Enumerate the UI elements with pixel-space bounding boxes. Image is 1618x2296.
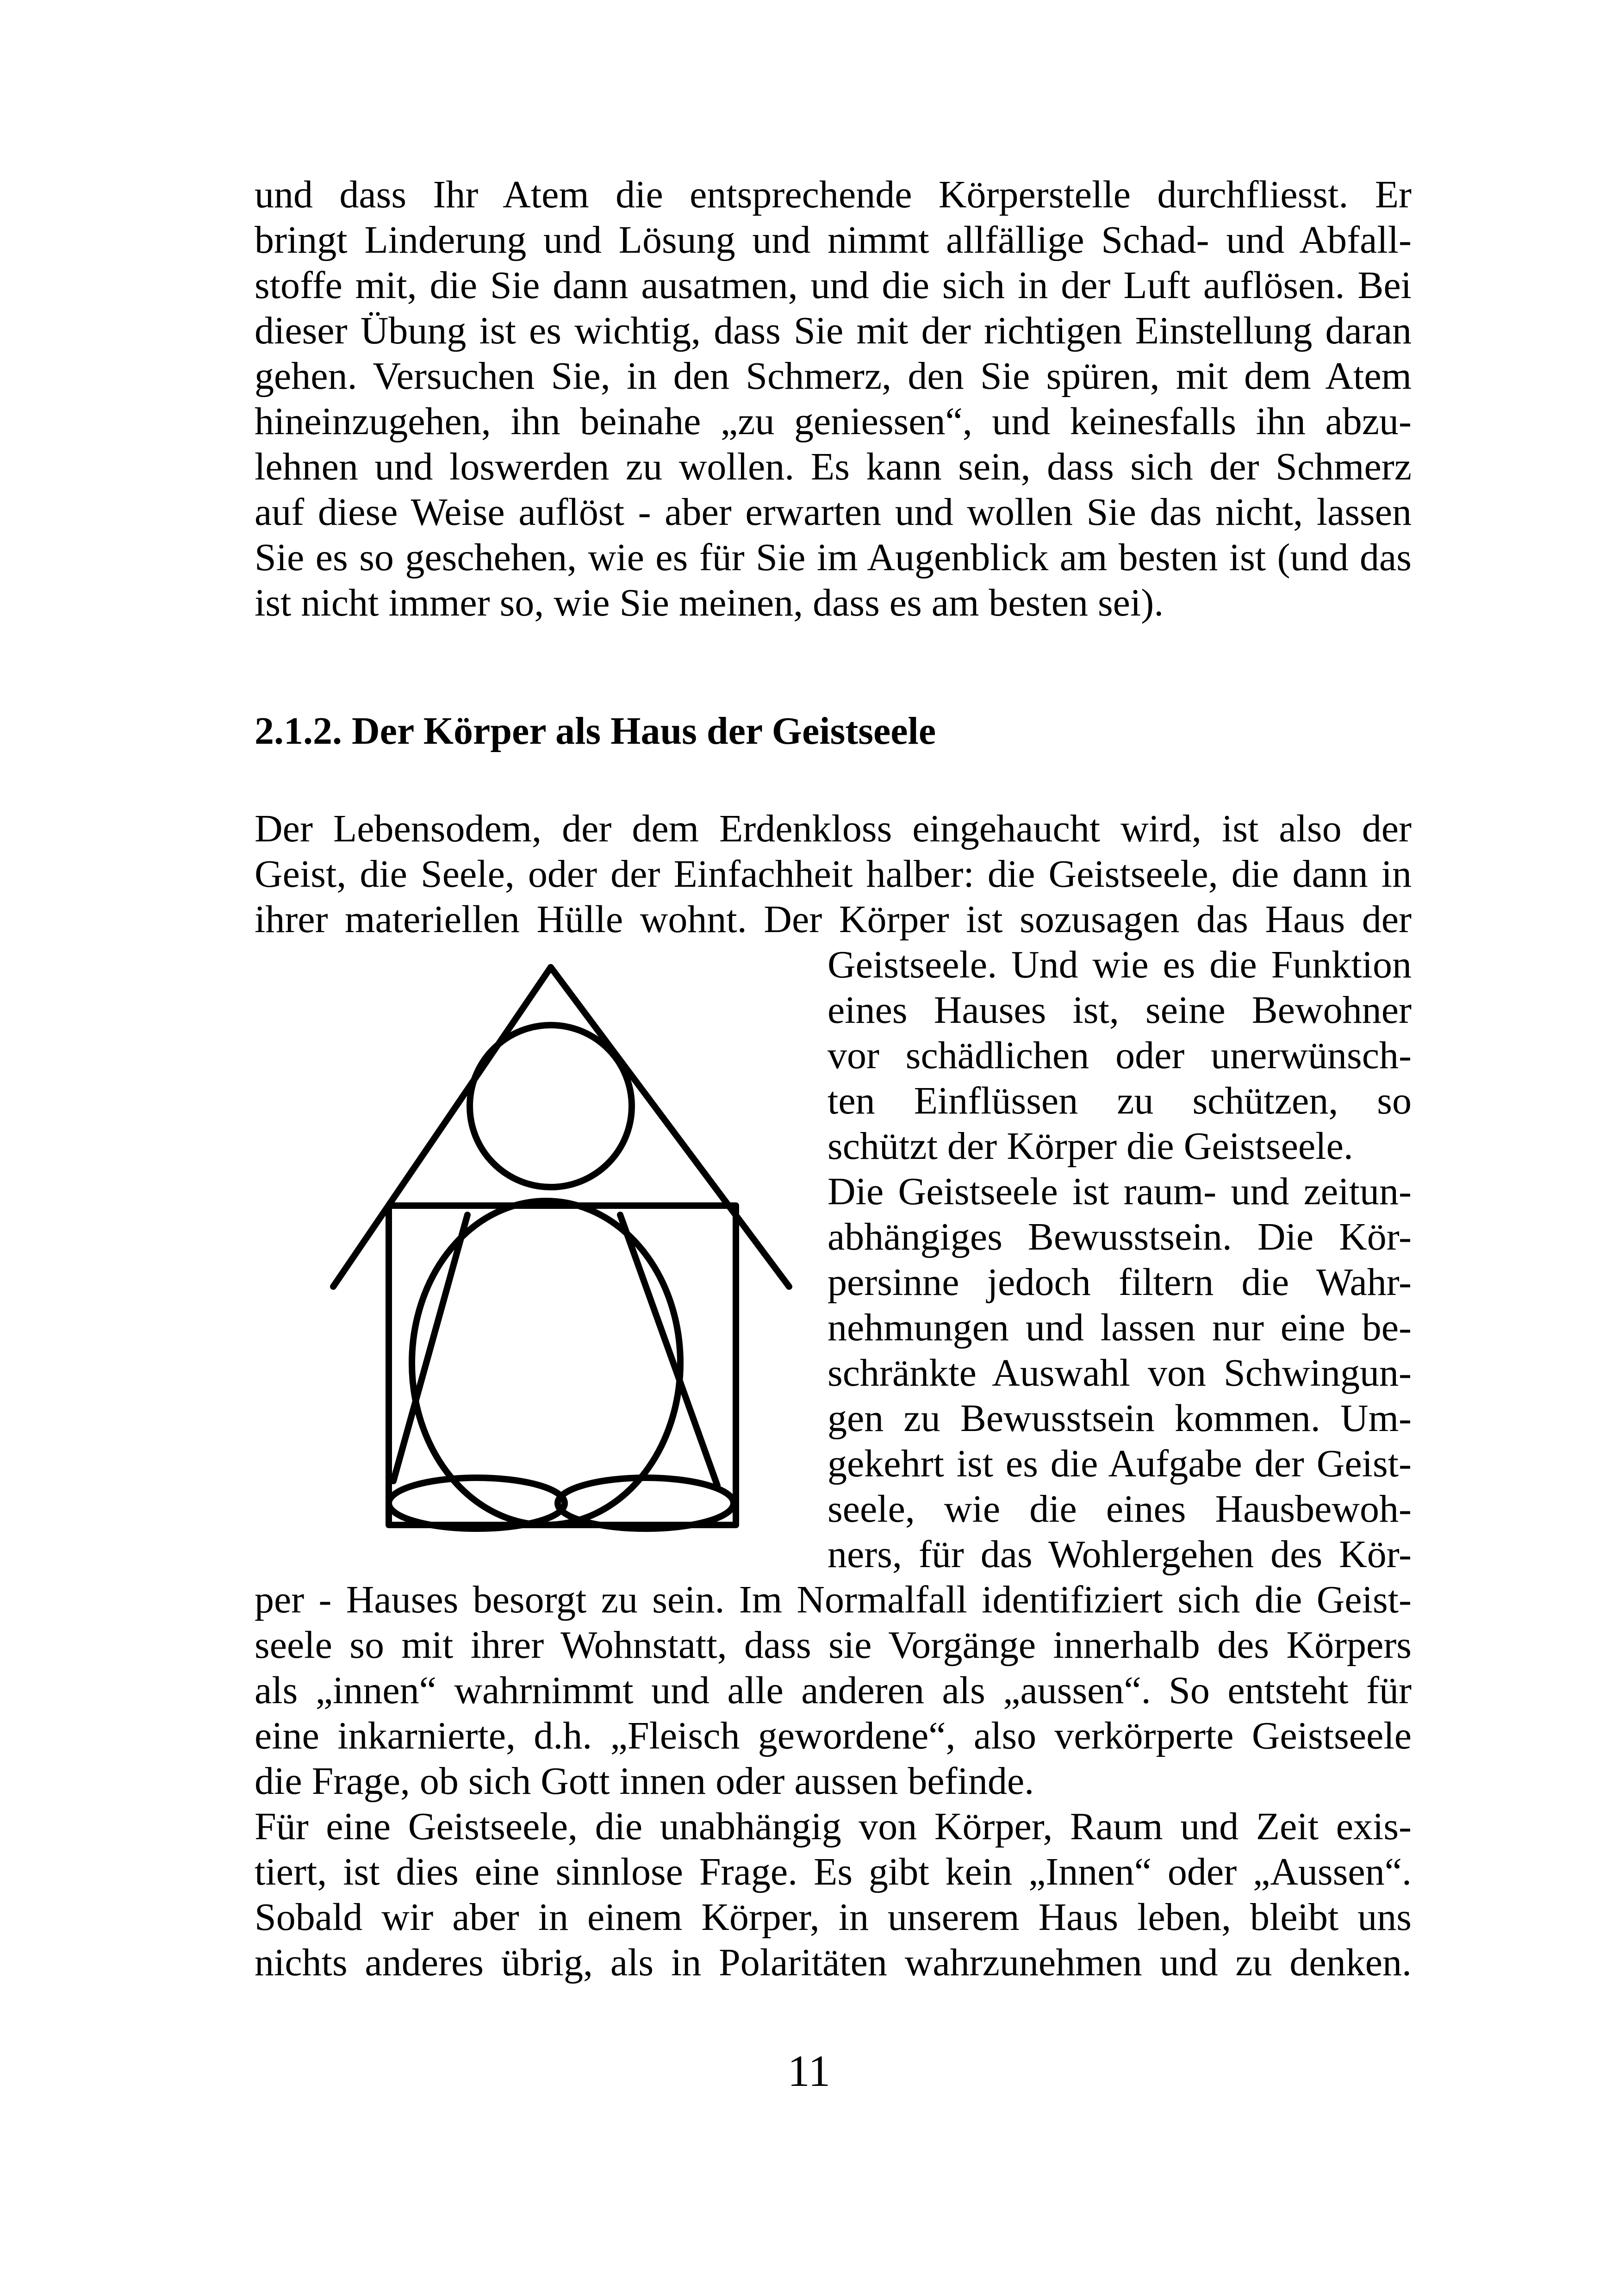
text-line: und dass Ihr Atem die entsprechende Körperstelle durchfliesst. Er [255,173,1412,216]
text-line: dieser Übung ist es wichtig, dass Sie mit der richtigen Einstellung daran [255,309,1412,352]
text-line: eines Hauses ist, seine Bewohner [828,989,1412,1032]
text-line: nichts anderes übrig, als in Polaritäten wahrzunehmen und zu denken. [255,1941,1412,1984]
text-line: Sobald wir aber in einem Körper, in unserem Haus leben, bleibt uns [255,1896,1412,1939]
text-line: seele, wie die eines Hausbewoh- [828,1487,1412,1531]
text-line: als „innen“ wahrnimmt und alle anderen als „aussen“. So entsteht für [255,1669,1412,1712]
text-line: tiert, ist dies eine sinnlose Frage. Es gibt kein „Innen“ oder „Aussen“. [255,1850,1412,1893]
text-line: Für eine Geistseele, die unabhängig von Körper, Raum und Zeit exis- [255,1805,1412,1848]
paragraph-lebensodem [255,806,1412,942]
text-line: ners, für das Wohlergehen des Kör- [828,1533,1412,1576]
text-line: seele so mit ihrer Wohnstatt, dass sie Vorgänge innerhalb des Körpers [255,1624,1412,1667]
text-line: Die Geistseele ist raum- und zeitun- [828,1170,1412,1213]
text-line: eine inkarnierte, d.h. „Fleisch gewordene“, also verkörperte Geistseele [255,1714,1412,1757]
text-line: per - Hauses besorgt zu sein. Im Normalfall identifiziert sich die Geist- [255,1578,1412,1621]
section-heading: 2.1.2. Der Körper als Haus der Geistseele [255,709,936,753]
text-line: lehnen und loswerden zu wollen. Es kann sein, dass sich der Schmerz [255,445,1412,488]
text-line: abhängiges Bewusstsein. Die Kör- [828,1215,1412,1258]
page-number: 11 [787,2046,831,2096]
text-line: hineinzugehen, ihn beinahe „zu geniessen“, und keinesfalls ihn abzu- [255,400,1412,443]
text-line: Geistseele. Und wie es die Funktion [828,943,1412,986]
text-line: Sie es so geschehen, wie es für Sie im Augenblick am besten ist (und das [255,536,1412,579]
text-line: Der Lebensodem, der dem Erdenkloss eingehaucht wird, ist also der [255,807,1412,850]
text-line: nehmungen und lassen nur eine be- [828,1306,1412,1349]
text-line: stoffe mit, die Sie dann ausatmen, und die sich in der Luft auflösen. Bei [255,264,1412,307]
text-line: bringt Linderung und Lösung und nimmt allfällige Schad- und Abfall- [255,218,1412,261]
text-line: gen zu Bewusstsein kommen. Um- [828,1397,1412,1440]
text-line: schützt der Körper die Geistseele. [828,1125,1353,1168]
text-line: persinne jedoch filtern die Wahr- [828,1261,1412,1304]
paragraph-wrapped-beside-figure [828,942,1412,1577]
text-line: die Frage, ob sich Gott innen oder aussen befinde. [255,1760,1034,1803]
text-line: auf diese Weise auflöst - aber erwarten und wollen Sie das nicht, lassen [255,491,1412,534]
right-arm-line [620,1215,717,1486]
text-line: vor schädlichen oder unerwünsch- [828,1034,1412,1077]
text-line: ist nicht immer so, wie Sie meinen, dass es am besten sei). [255,581,1164,624]
roof-left-line [333,967,551,1287]
text-line: Geist, die Seele, oder der Einfachheit halber: die Geistseele, die dann in [255,852,1412,896]
text-line: gehen. Versuchen Sie, in den Schmerz, den Sie spüren, mit dem Atem [255,355,1412,398]
text-line: ihrer materiellen Hülle wohnt. Der Körper ist sozusagen das Haus der [255,898,1412,941]
text-line: ten Einflüssen zu schützen, so [828,1079,1412,1122]
paragraph-innen-aussen [255,1577,1412,1985]
text-line: gekehrt ist es die Aufgabe der Geist- [828,1442,1412,1485]
house-body-soul-figure [324,958,810,1555]
paragraph-breathing-exercise [255,172,1412,626]
roof-right-line [551,967,789,1287]
head-circle [470,1025,632,1187]
text-line: schränkte Auswahl von Schwingun- [828,1351,1412,1394]
right-foot-ellipse [558,1478,734,1529]
